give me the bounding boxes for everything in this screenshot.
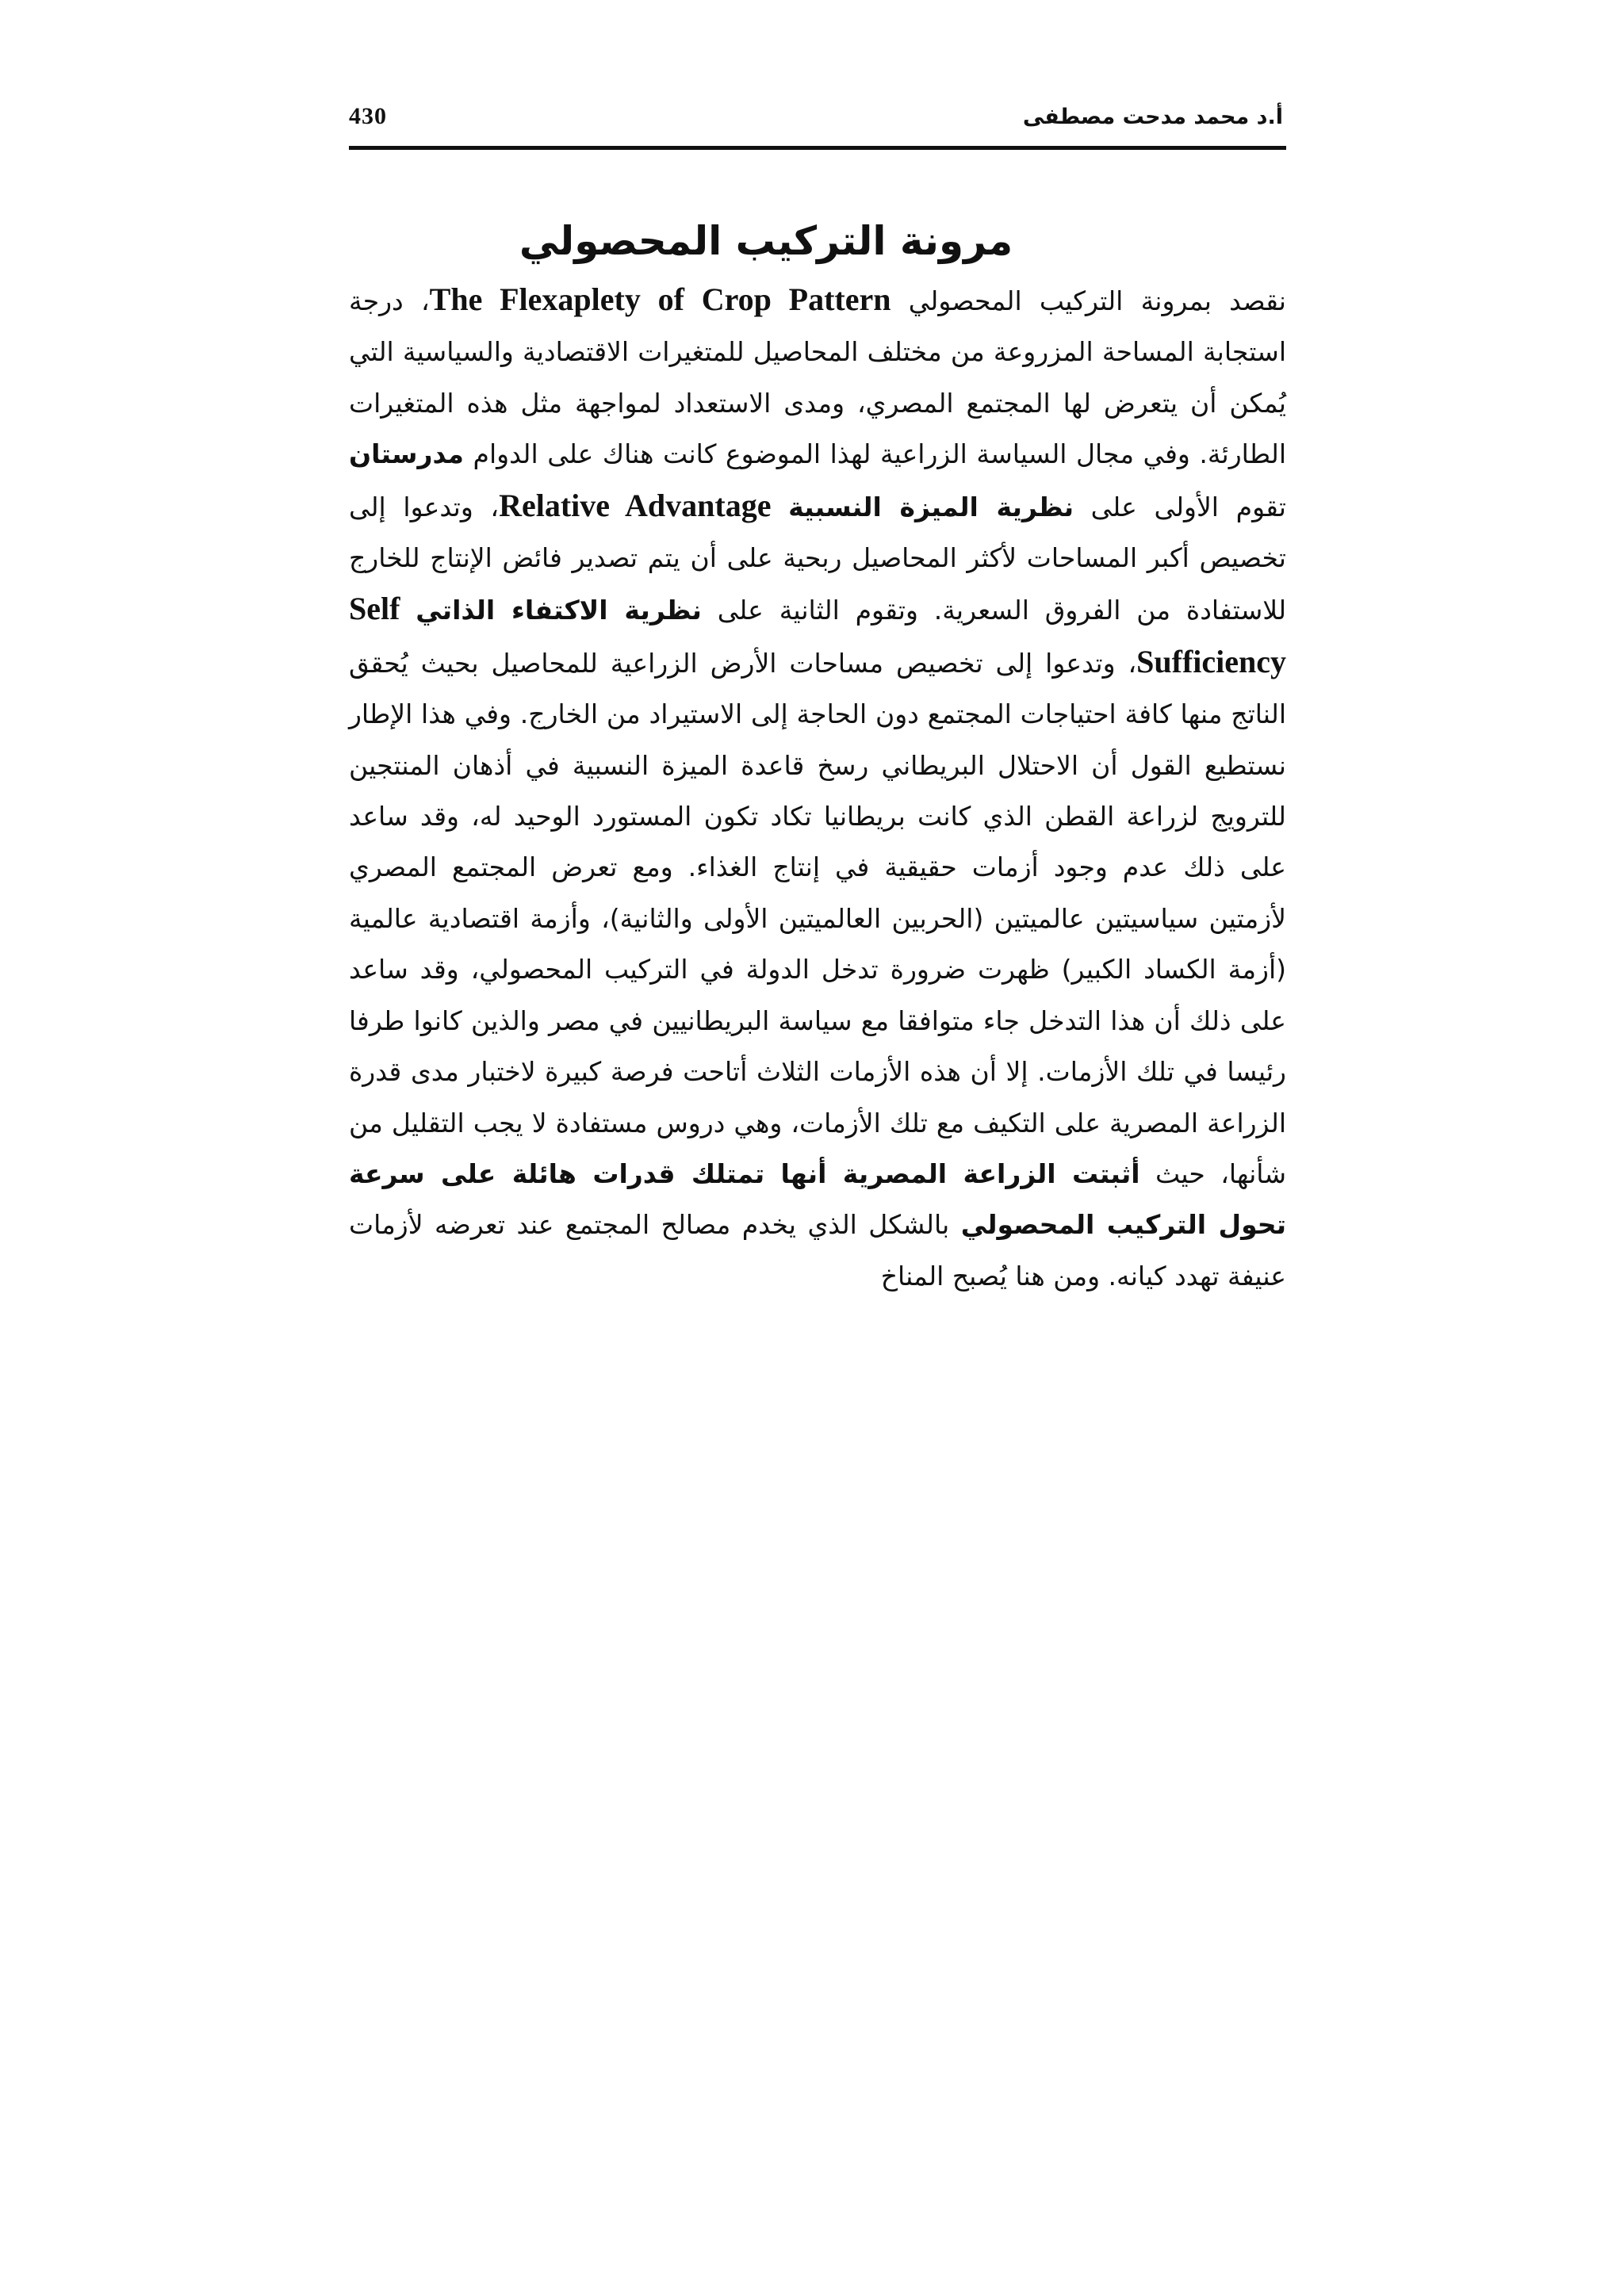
article-body [349, 208, 1286, 1302]
text-run [771, 492, 788, 522]
bold-statement-capacity: أثبتت الزراعة المصرية أنها تمتلك قدرات هائلة على سرعة تحول التركيب المحصولي [349, 1158, 1286, 1241]
text-run: نقصد بمرونة التركيب المحصولي [891, 285, 1286, 316]
bold-term-two-schools: مدرستان [349, 438, 464, 470]
english-term-self-sufficiency: Self Sufficiency [349, 591, 1286, 679]
text-run: بالشكل الذي يخدم مصالح المجتمع عند تعرضه لأزمات عنيفة تهدد كيانه. ومن هنا يُصبح المناخ [349, 1209, 1286, 1292]
section-title: مرونة التركيب المحصولي [519, 218, 1013, 264]
page-number: 430 [349, 103, 387, 129]
text-run: تقوم الأولى على [1074, 491, 1286, 522]
text-run: ، وتدعوا إلى تخصيص مساحات الأرض الزراعية للمحاصيل بحيث يُحقق الناتج منها كافة احتياجات المجتمع دون الحاجة إلى الاستيراد من الخارج. وفي هذا الإطار نستطيع القول أن الاحتلال البريطاني رسخ قاعدة الميزة النسبية في أذهان المنتجين للترويج لزراعة القطن الذي كانت بريطانيا تكاد تكون المستورد الوحيد له، وقد ساعد على ذلك عدم وجود أزمات حقيقية في إنتاج الغذاء. ومع تعرض المجتمع المصري لأزمتين سياسيتين عالميتين (الحربين العالميتين الأولى والثانية)، وأزمة اقتصادية عالمية (أزمة الكساد الكبير) ظهرت ضرورة تدخل الدولة في التركيب المحصولي، وقد ساعد على ذلك أن هذا التدخل جاء متوافقا مع سياسة البريطانيين في مصر والذين كانوا طرفا رئيسا في تلك الأزمات. إلا أن هذه الأزمات الثلاث أتاحت فرصة كبيرة لاختبار مدى قدرة الزراعة المصرية على التكيف مع تلك الأزمات، وهي دروس مستفادة لا يجب التقليل من شأنها، حيث [349, 647, 1286, 1189]
text-run: ، درجة استجابة المساحة المزروعة من مختلف المحاصيل للمتغيرات الاقتصادية والسياسية التي يُمكن أن يتعرض لها المجتمع المصري، ومدى الاستعداد لمواجهة مثل هذه المتغيرات الطارئة. وفي مجال السياسة الزراعية لهذا الموضوع كانت هناك على الدوام [349, 285, 1286, 470]
running-head-author: أ.د محمد مدحت مصطفى [1022, 105, 1283, 129]
page-header [349, 103, 1286, 143]
bold-term-self-sufficiency-theory: نظرية الاكتفاء الذاتي [416, 595, 702, 626]
text-run: ، وتدعوا إلى تخصيص أكبر المساحات لأكثر المحاصيل ربحية على أن يتم تصدير فائض الإنتاج للخارج للاستفادة من الفروق السعرية. وتقوم الثانية على [349, 491, 1286, 626]
body-paragraph [349, 274, 1286, 1302]
header-rule [349, 146, 1286, 150]
bold-term-relative-advantage-theory: نظرية الميزة النسبية [788, 491, 1074, 522]
english-term-relative-advantage: Relative Advantage [499, 487, 772, 523]
english-term-crop-pattern: The Flexaplety of Crop Pattern [429, 281, 891, 317]
text-run [400, 595, 416, 626]
